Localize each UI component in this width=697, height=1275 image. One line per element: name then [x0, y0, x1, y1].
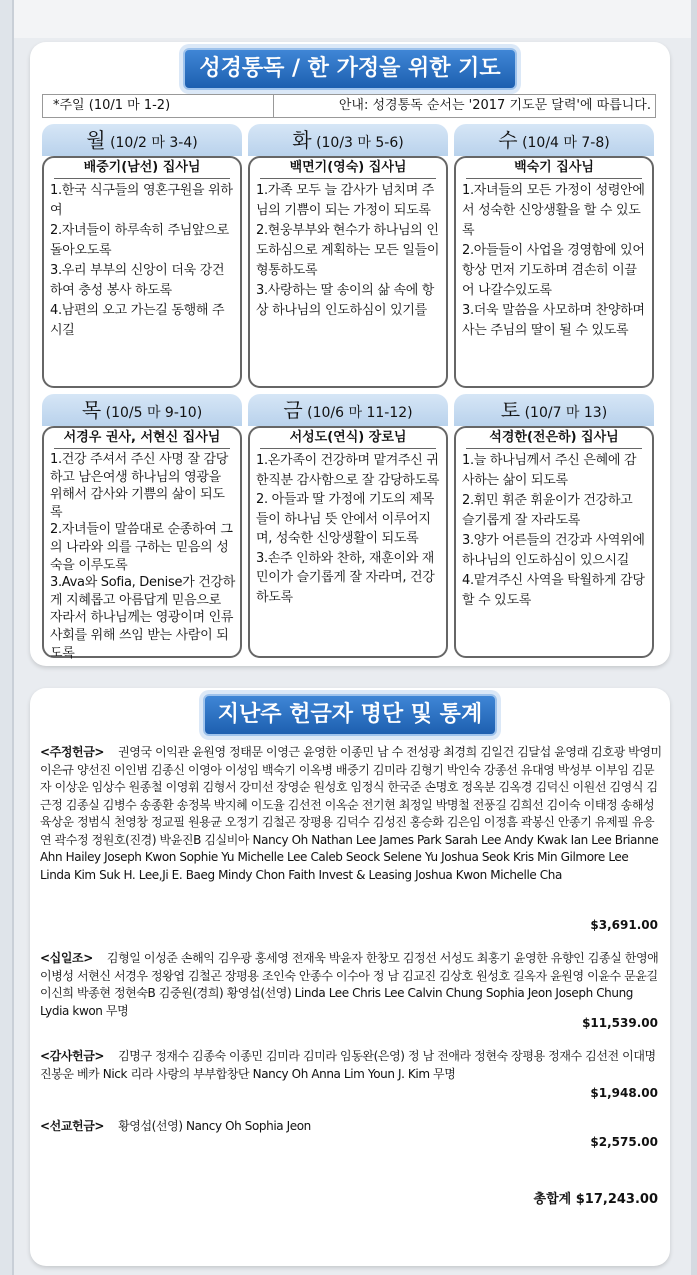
prayer-item: 1.가족 모두 늘 감사가 넘치며 주님의 기쁨이 되는 가정이 되도록 [256, 183, 435, 218]
family-name: 서성도(연식) 장로님 [260, 428, 436, 449]
day-card-wed [454, 124, 654, 338]
day-label: 목 [81, 398, 102, 422]
section-amount: $2,575.00 [590, 1135, 658, 1149]
prayer-item: 1.자녀들의 모든 가정이 성령안에서 성숙한 신앙생활을 할 수 있도록 [462, 183, 645, 238]
day-reference: (10/4 마 7-8) [522, 135, 610, 151]
family-name: 백면기(영숙) 집사님 [260, 158, 436, 179]
prayer-item: 1.한국 식구들의 영혼구원을 위하여 [50, 183, 233, 218]
donor-names: 김형일 이성준 손해익 김우광 홍세영 전재욱 박윤자 한창모 김정선 서성도 최홍기 윤영한 유향인 김종실 한영애 이병성 서현신 서경우 정왕엽 김철곤 장평용 조인숙 안종수 이수아 정 남 김교진 김상호 원성호 길옥자 윤원영 이윤수 문윤길 이신희 박종현 정현숙B 김중원(경희) 황영섭(선영) Linda Lee Chris Lee Calvin Chung Sophia Jeon Joseph Chung Lydia kwon 무명 [40, 951, 659, 1018]
section-amount: $3,691.00 [590, 918, 658, 932]
day-label: 수 [498, 128, 518, 152]
prayer-item: 2.아들들이 사업을 경영함에 있어 항상 먼저 기도하며 겸손히 이끌어 나갈수있도록 [462, 243, 645, 298]
donor-section-thanks [40, 1048, 662, 1083]
prayer-item: 3.양가 어른들의 건강과 사역위에 하나님의 인도하심이 있으시길 [462, 533, 645, 568]
day-label: 화 [292, 128, 312, 152]
day-card-tue [248, 124, 448, 318]
section-amount: $1,948.00 [590, 1086, 658, 1100]
donor-section-mission [40, 1118, 662, 1136]
prayer-item: 3.우리 부부의 신앙이 더욱 강건하여 충성 봉사 하도록 [50, 263, 225, 298]
day-reference: (10/5 마 9-10) [105, 405, 203, 421]
prayer-item: 1.온가족이 건강하며 맡겨주신 귀한직분 감사함으로 잘 감당하도록 [256, 453, 440, 488]
grand-total [534, 1188, 658, 1207]
prayer-item: 3.Ava와 Sofia, Denise가 건강하게 지혜롭고 아름답게 믿음으로 자라서 하나님께는 영광이며 인류사회를 위해 쓰임 받는 사람이 되도록 [50, 575, 236, 661]
section-label: <선교헌금> [40, 1119, 105, 1133]
day-reference: (10/7 마 13) [524, 405, 608, 421]
prayer-item: 2.휘민 휘준 휘윤이가 건강하고 슬기롭게 잘 자라도록 [462, 493, 633, 528]
family-name: 배중기(남선) 집사님 [54, 158, 230, 179]
day-card-mon [42, 124, 242, 338]
left-sidebar-edge [0, 0, 14, 1275]
top-strip [0, 0, 697, 38]
prayer-item: 1.건강 주셔서 주신 사명 잘 감당하고 남은여생 하나님의 영광을 위해서 감사와 기쁨의 삶이 되도록 [50, 452, 229, 520]
donor-names: 권영국 이익관 윤원영 정태문 이영근 윤영한 이종민 남 수 전성광 최경희 김일건 김달섭 윤영래 김호광 박영미 이은규 양선진 이인범 김종신 이영아 이성임 백숙기 이옥병 배중기 김미라 김형기 박인숙 강종선 유대영 박성부 이부임 김문자 이상운 임상수 원종철 이영휘 김형서 강미선 장영순 원성호 임정식 한국준 손명호 정옥분 김옥경 김덕신 이원선 김영식 김근정 김종실 김병수 송종환 송정복 박지혜 이도율 김선전 이옥순 전기현 최정일 박명철 전풍길 김희선 김이숙 이태정 송해성 육상운 정범식 천영창 정교필 원용균 오정기 김철곤 장평용 김덕수 김성진 홍승화 김은임 이정흠 곽봉신 안종기 유제필 유응연 곽수정 정원호(진경) 박윤진B 김실비아 Nancy Oh Nathan Lee James Park Sarah Lee Andy Kwak Ian Lee Brianne Ahn Hailey Joseph Kwon Sophie Yu Michelle Lee Caleb Seock Selene Yu Joshua Seok Kris Min Gilmore Lee Linda Kim Suk H. Lee,Ji E. Baeg Mindy Chon Faith Invest & Leasing Joshua Kwon Michelle Cha [40, 745, 662, 882]
prayer-item: 1.늘 하나님께서 주신 은혜에 감사하는 삶이 되도록 [462, 453, 637, 488]
total-amount: $17,243.00 [575, 1192, 658, 1207]
family-name: 서경우 권사, 서현신 집사님 [54, 428, 230, 449]
prayer-item: 2.자녀들이 말씀대로 순종하여 그의 나라와 의를 구하는 믿음의 성숙을 이루도록 [50, 522, 233, 573]
day-label: 토 [500, 398, 521, 422]
day-card-thu [42, 394, 242, 661]
section-label: <주정헌금> [40, 745, 105, 759]
right-edge [691, 0, 697, 1275]
reading-info-bar [42, 94, 656, 118]
donor-section-tithe [40, 950, 662, 1020]
donor-names: 김명구 정재수 김종숙 이종민 김미라 김미라 임동완(은영) 정 남 전애라 정현숙 장평용 정재수 김선전 이대명 진봉운 베카 Nick 리라 사랑의 부부합창단 Nancy Oh Anna Lim Youn J. Kim 무명 [40, 1049, 656, 1081]
day-reference: (10/6 마 11-12) [307, 405, 413, 421]
day-card-fri [248, 394, 448, 605]
day-label: 금 [283, 398, 303, 422]
family-name: 석경한(전은하) 집사님 [466, 428, 642, 449]
total-label: 총합계 [533, 1192, 572, 1207]
family-name: 백숙기 집사님 [466, 158, 642, 179]
prayer-item: 2. 아들과 딸 가정에 기도의 제목들이 하나님 뜻 안에서 이루어지며, 성숙한 신앙생활이 되도록 [256, 492, 435, 546]
prayer-banner: 성경통독 / 한 가정을 위한 기도 [183, 48, 517, 90]
prayer-item: 3.더욱 말씀을 사모하며 찬양하며 사는 주님의 딸이 될 수 있도록 [462, 303, 645, 338]
section-label: <감사헌금> [40, 1049, 105, 1063]
donor-names: 황영섭(선영) Nancy Oh Sophia Jeon [118, 1119, 311, 1133]
prayer-item: 2.자녀들이 하루속히 주님앞으로 돌아오도록 [50, 223, 229, 258]
donor-section-weekly [40, 744, 662, 884]
day-reference: (10/2 마 3-4) [110, 135, 198, 151]
section-amount: $11,539.00 [582, 1016, 658, 1030]
sunday-reading: *주일 (10/1 마 1-2) [53, 98, 171, 113]
prayer-item: 2.현웅부부와 현수가 하나님의 인도하심으로 계획하는 모든 일들이 형통하도록 [256, 223, 440, 278]
reading-notice: 안내: 성경통독 순서는 '2017 기도문 달력'에 따릅니다. [338, 98, 651, 113]
day-reference: (10/3 마 5-6) [316, 135, 404, 151]
prayer-card [30, 42, 670, 666]
divider [273, 95, 274, 117]
day-label: 월 [86, 128, 106, 152]
prayer-item: 3.사랑하는 딸 송이의 삶 속에 항상 하나님의 인도하심이 있기를 [256, 283, 435, 318]
donor-banner: 지난주 헌금자 명단 및 통계 [203, 694, 497, 736]
donor-card [30, 688, 670, 1266]
prayer-item: 4.맡겨주신 사역을 탁월하게 감당할 수 있도록 [462, 573, 645, 608]
prayer-item: 3.손주 인하와 찬하, 재훈이와 재민이가 슬기롭게 잘 자라며, 건강하도록 [256, 550, 435, 605]
prayer-item: 4.남편의 오고 가는길 동행해 주시길 [50, 303, 225, 338]
section-label: <십일조> [40, 951, 93, 965]
day-card-sat [454, 394, 654, 608]
